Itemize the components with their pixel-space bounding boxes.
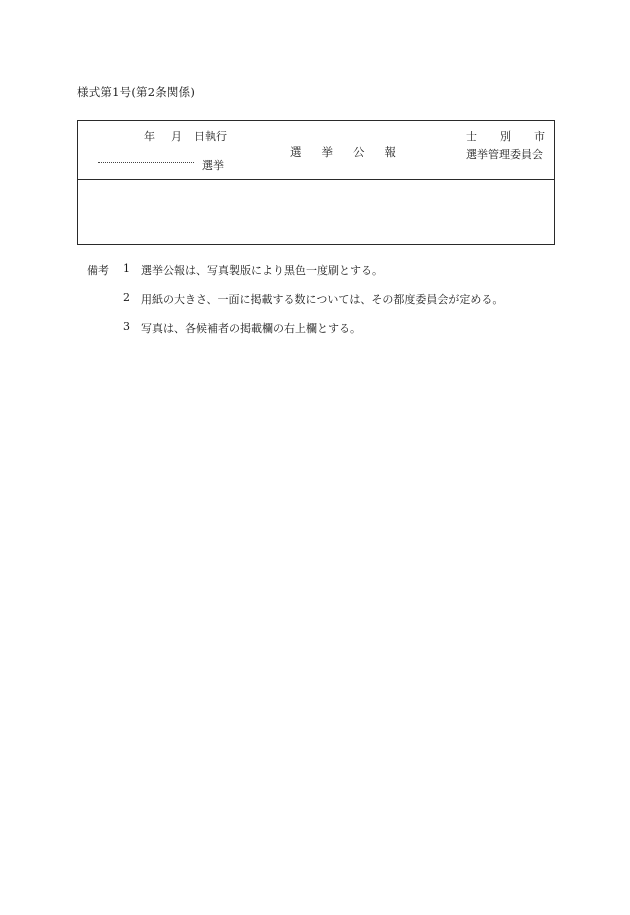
year-label: 年 [144,130,155,143]
election-name-blank-line [98,162,194,163]
election-word: 選挙 [202,159,224,172]
committee-name: 選挙管理委員会 [466,148,543,161]
note-number: 3 [123,320,130,333]
frame-divider [78,179,554,180]
note-number: 2 [123,291,130,304]
note-text: 写真は、各候補者の掲載欄の右上欄とする。 [141,322,361,335]
note-number: 1 [123,262,130,275]
bulletin-title: 選挙公報 [290,145,416,159]
note-text: 用紙の大きさ、一面に掲載する数については、その都度委員会が定める。 [141,293,504,306]
city-name: 士別市 [466,130,568,143]
note-text: 選挙公報は、写真製版により黒色一度刷とする。 [141,264,383,277]
executed-label: 執行 [205,130,227,143]
day-label: 日 [194,130,205,143]
form-number-label: 様式第1号(第2条関係) [77,85,196,99]
month-label: 月 [171,130,182,143]
election-bulletin-frame [77,120,568,245]
execution-date-line [144,128,227,144]
notes-heading: 備考 [87,264,109,277]
